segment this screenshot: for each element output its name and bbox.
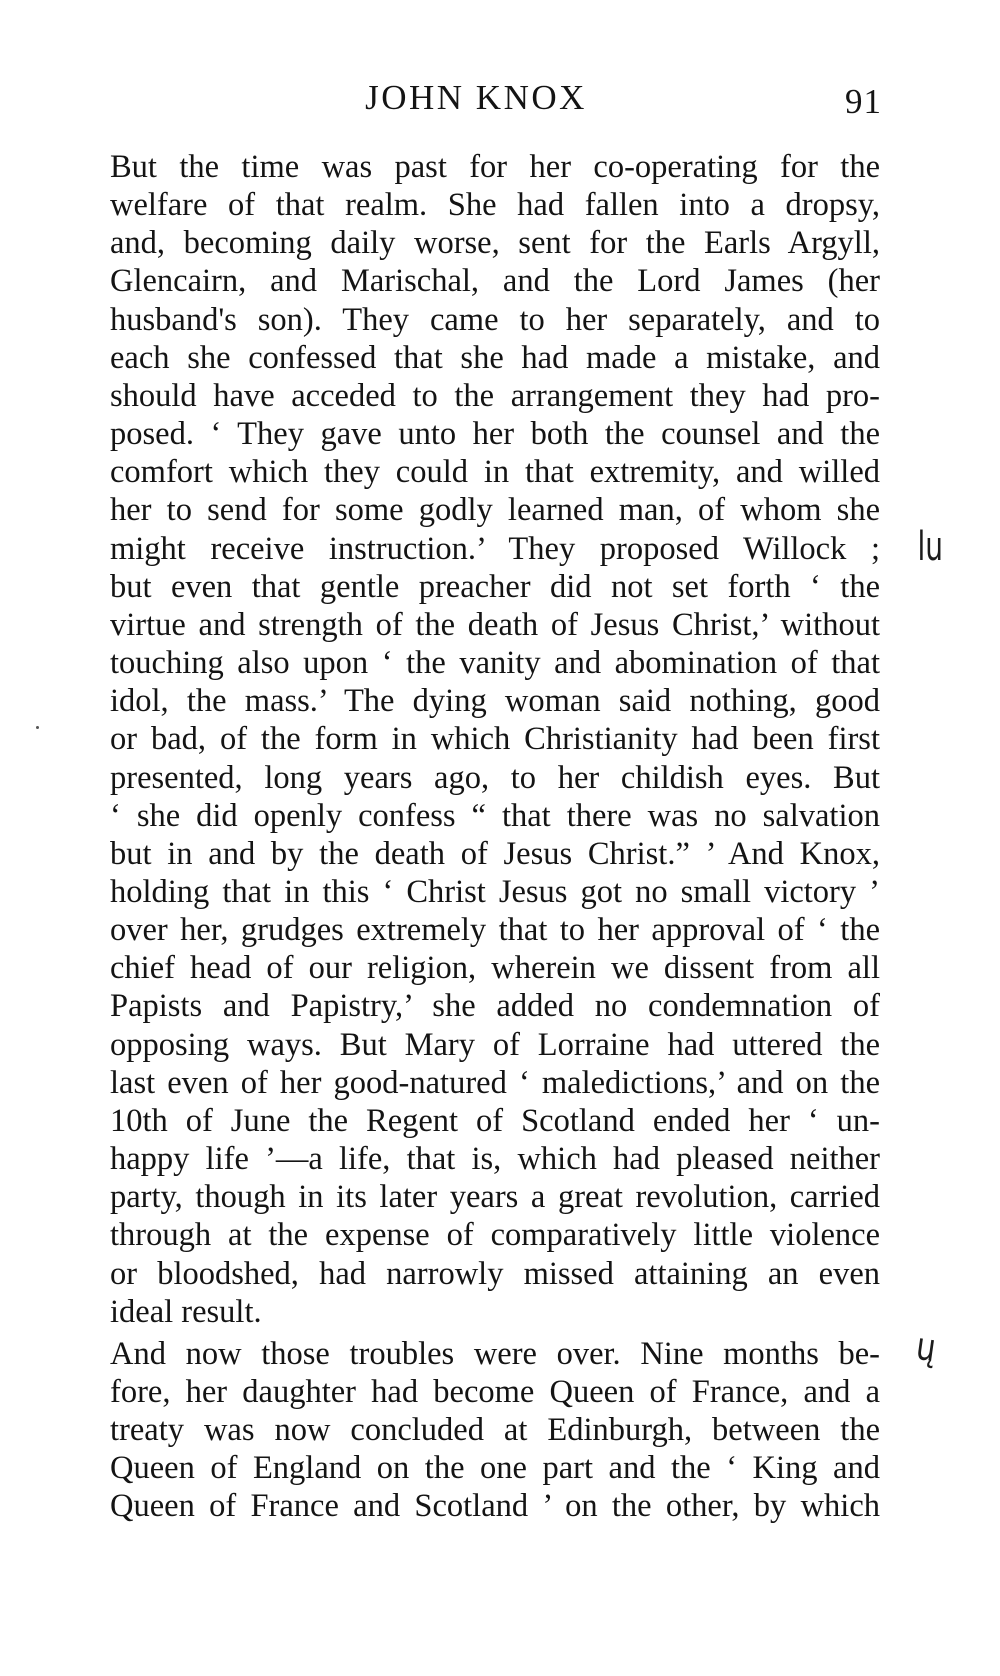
text-line: holding that in this ‘ Christ Jesus got no small victory ’ [110, 873, 880, 910]
text-line: fore, her daughter had become Queen of France, and a [110, 1374, 880, 1410]
text-line: party, though in its later years a great revolution, carried [110, 1179, 880, 1216]
text-line: treaty was now concluded at Edinburgh, between the [110, 1412, 880, 1449]
paragraph-2 [72, 1335, 880, 1526]
text-line: ideal result. [110, 1293, 262, 1330]
text-line: And now those troubles were over. Nine months be- [110, 1335, 880, 1372]
text-line: or bad, of the form in which Christianity had been first [110, 721, 880, 758]
text-line: but even that gentle preacher did not set forth ‘ the [110, 568, 880, 605]
text-line: but in and by the death of Jesus Christ.” ’ And Knox, [110, 835, 880, 872]
text-line: over her, grudges extremely that to her approval of ‘ the [110, 912, 880, 949]
running-title: JOHN KNOX [365, 78, 587, 117]
text-line: and, becoming daily worse, sent for the Earls Argyll, [110, 225, 880, 262]
text-line: welfare of that realm. She had fallen into a dropsy, [110, 187, 880, 224]
text-line: might receive instruction.’ They proposed Willock ; [110, 530, 880, 567]
text-line: last even of her good-natured ‘ maledictions,’ and on the [110, 1064, 880, 1101]
text-line: comfort which they could in that extremity, and willed [110, 454, 880, 491]
text-line: virtue and strength of the death of Jesus Christ,’ without [110, 606, 880, 643]
text-line: through at the expense of comparatively little violence [110, 1217, 880, 1254]
text-line: should have acceded to the arrangement they had pro- [110, 377, 880, 414]
paragraph-1 [72, 148, 880, 1331]
text-line: chief head of our religion, wherein we dissent from all [110, 950, 880, 987]
handwritten-margin-mark: lu [917, 524, 943, 570]
text-line: Papists and Papistry,’ she added no condemnation of [110, 988, 880, 1025]
text-line: Queen of France and Scotland ’ on the other, by which [110, 1488, 880, 1525]
text-line: Glencairn, and Marischal, and the Lord James (her [110, 263, 880, 300]
text-line: touching also upon ‘ the vanity and abomination of that [110, 645, 880, 682]
text-line: posed. ‘ They gave unto her both the counsel and the [110, 416, 880, 453]
text-line: her to send for some godly learned man, of whom she [110, 492, 880, 529]
text-line: husband's son). They came to her separately, and to [110, 301, 880, 338]
text-line: opposing ways. But Mary of Lorraine had uttered the [110, 1026, 880, 1063]
text-line: idol, the mass.’ The dying woman said nothing, good [110, 683, 880, 720]
handwritten-margin-mark: ų [913, 1323, 939, 1371]
page-number: 91 [845, 82, 882, 121]
text-line: each she confessed that she had made a mistake, and [110, 339, 880, 376]
text-line: or bloodshed, had narrowly missed attaining an even [110, 1255, 880, 1292]
text-line: 10th of June the Regent of Scotland ended her ‘ un- [110, 1102, 880, 1139]
text-line: But the time was past for her co-operating for the [110, 149, 880, 185]
text-line: happy life ’—a life, that is, which had pleased neither [110, 1141, 880, 1178]
text-line: ‘ she did openly confess “ that there was no salvation [110, 797, 880, 834]
body-text [72, 148, 880, 1526]
scan-speck [36, 726, 39, 729]
text-line: presented, long years ago, to her childish eyes. But [110, 759, 880, 796]
running-head [72, 73, 880, 123]
text-line: Queen of England on the one part and the ‘ King and [110, 1450, 880, 1487]
